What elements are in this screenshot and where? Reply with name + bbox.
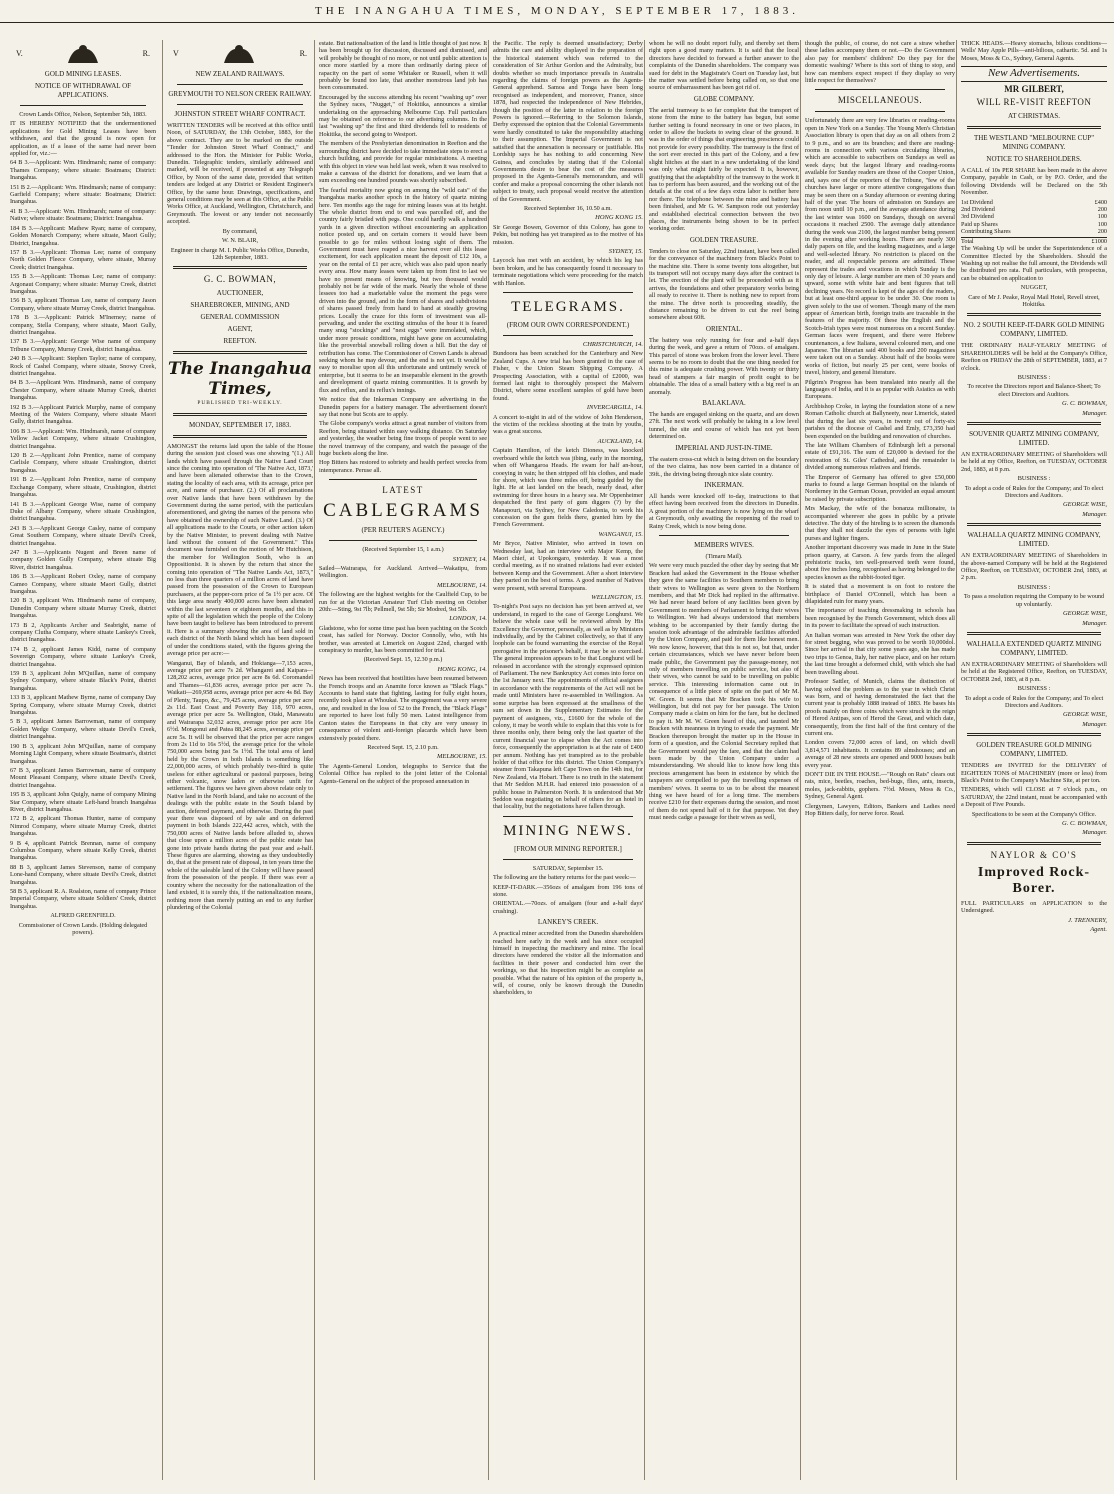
editorial-dateline: MONDAY, SEPTEMBER 17, 1883. — [189, 420, 291, 429]
dividend-amount: 100 — [1097, 220, 1107, 228]
divider — [967, 523, 1101, 526]
article-continued: though the public, of course, do not care a straw whether these ladies accompany them or not.—Do the Government also pay for members' children? Do they pay for the domestic washing? Where is this sort of thing to stop, and how can members expect respect if they display so very little respect for themselves? — [805, 40, 955, 85]
mine-heading: IMPERIAL AND JUST-IN-TIME. — [675, 443, 773, 452]
advert-paragraph: THICK HEADS.—Heavy stomachs, bilious conditions—Wells' May Apple Pills—anti-bilious, cathartic. 5d. and 1s Moses, Moss & Co., Sydney, General Agents. — [961, 40, 1107, 62]
company-heading: WALHALLA EXTENDED QUARTZ MINING COMPANY, LIMITED. — [966, 639, 1102, 657]
lease-entry: 186 B 3.—Applicant Robert Oxley, name of company Cameo Company, where situate Maori Gully, district Inangahua. — [10, 573, 156, 595]
lease-entry: 243 B 3.—Applicant George Casley, name of company Great Southern Company, where situate Devil's Creek, district Inangahua. — [10, 524, 156, 547]
cable-text: Sir George Bowen, Governor of this Colony, has gone to Pekin, but nothing has yet transpired as to the motive of his mission. — [493, 223, 643, 246]
advert-signature: GEORGE WISE, — [1062, 501, 1107, 509]
newspaper-title: The Inangahua Times, — [167, 359, 313, 400]
office-line: Crown Lands Office, Nelson, September 5th, 1883. — [19, 111, 147, 118]
advert-paragraph: THE ORDINARY HALF-YEARLY MEETING of SHAREHOLDERS will be held at the Company's Office, Reefton on FRIDAY the 28th of SEPTEMBER, 1883, at 7 o'clock. — [961, 342, 1107, 372]
divider — [967, 126, 1101, 129]
miscellaneous-heading: MISCELLANEOUS. — [837, 95, 923, 106]
misc-paragraph: Pilgrim's Progress has been translated into nearly all the languages of India, and it is as popular with Asiatics as with Europeans. — [805, 378, 955, 401]
latest-heading: LATEST — [382, 485, 424, 496]
company-heading: NO. 2 SOUTH KEEP-IT-DARK GOLD MINING COMPANY, LIMITED. — [963, 321, 1105, 339]
dateline: MELBOURNE, 15. — [436, 753, 487, 761]
article-heading: MEMBERS WIVES. — [694, 540, 754, 549]
advert-signature: J. TRENNERY, — [1068, 916, 1107, 924]
mine-heading: GOLDEN TREASURE. — [689, 235, 759, 244]
divider — [503, 335, 633, 336]
signature-title: Commissioner of Crown Lands. (Holding delegated powers). — [18, 921, 148, 937]
newspaper-subtitle: PUBLISHED TRI-WEEKLY. — [197, 400, 283, 407]
mining-text: A practical miner accredited from the Dunedin shareholders reached here early in the week and has since occupied himself in inspecting the machinery and mine. The local directors have rendered the visitor all the information and facilities in their power and conducted him over the workings, so that his inspection might be as complete as possible. What the nature of his opinion of the property is, will, of course, only be known through the Dunedin shareholders, to — [493, 930, 643, 997]
received-line: Received September 16, 10.50 a.m. — [524, 204, 612, 212]
lease-entry: 184 B 3.—Applicant: Mathew Ryan; name of company, Golden Monarch Company; where situate, Maori Gully; District, Inangahua. — [10, 224, 156, 247]
cablegrams-heading: CABLEGRAMS — [323, 500, 483, 522]
advert-role: Manager. — [1082, 829, 1107, 837]
divider — [329, 479, 477, 480]
advert-signature: GEORGE WISE, — [1062, 711, 1107, 719]
lease-entry: 41 B 3.—Applicant: Wm. Hindmarsh; name of company: Native; where situate: Boatmans; District: Inangahua. — [10, 207, 156, 223]
cable-continued: the Pacific. The reply is deemed unsatisfactory; Derby admits the care and ability displayed in the preparation of the historical statement which was referred to the consideration of Sir Arthur Gordon and the Admiralty, but doubts whether so much importance prevails in Australia regarding the claims of foreign powers as the Agents-General apprehend. Samoa and Tonga have been long recognised as independent, and moreover, France, since 1878, had respected the independence of New Hebrides, though the position of the latter in relation to the foreign Powers is ignored.—Referring to the Solomon Islands, Derby expressed the opinion that the Colonial Governments were hardly constituted to take the responsibility attaching to their assumption. The Imperial Government is not satisfied that the annexation is necessary or justifiable. His Lordship says he has nothing to add concerning New Guinea, and concludes by stating that if the Colonial Governments desire to bear the cost of the measures proposed in the Agents-General's memorandum, and will confer and make a proposal concerning the other islands not subject to treaty, such proposal would receive the attention of the Government. — [493, 40, 643, 203]
by-command: By command, — [222, 227, 258, 235]
crest-left-letter: V — [173, 49, 179, 59]
dividend-total-row — [961, 237, 1107, 245]
dividend-row — [961, 228, 1107, 235]
divider — [173, 351, 307, 354]
telegrams-heading: TELEGRAMS. — [511, 299, 625, 315]
company-heading: THE WESTLAND "MELBOURNE CUP" MINING COMPANY. — [973, 134, 1095, 152]
royal-arms-icon — [219, 43, 259, 65]
lease-entry: 9 B 4, applicant Patrick Brennan, name of company Columbus Company, where situate Kelly Creek, district Inangahua. — [10, 839, 156, 862]
lease-entry: 64 B 3.—Applicant: Wm. Hindmarsh; name of company: Thames Company; where situate: Boatmans; District: Inangahua. — [10, 159, 156, 182]
business-label: BUSINESS : — [1017, 685, 1051, 693]
agent-name: G. C. BOWMAN, — [203, 274, 277, 285]
page-masthead: THE INANGAHUA TIMES, MONDAY, SEPTEMBER 17, 1883. — [0, 0, 1114, 23]
telegram-text: A concert to-night in aid of the widow of John Henderson, the victim of the reckless shooting at the train by youths, was a great success. — [493, 413, 643, 436]
editorial-continued: estate. But nationalisation of the land is little thought of just now. It has been brought up for discussion, discussed and dismissed, and will probably be thought of no more, or not until public attention is once more startled by a more than ordinarily daring piece of rapacity on the part of some Whitaker or Russell, when it will probably be found too late, that another monstrous land job has been consummated. — [319, 40, 487, 92]
column-4 — [488, 40, 647, 1480]
lease-entry: 155 B 3.—Applicant: Thomas Lee; name of company: Argonaut Company; where situate: Murray Creek, district Inangahua. — [10, 273, 156, 295]
misc-paragraph: London covers 72,000 acres of land, on which dwell 3,814,571 inhabitants. It contains 89 almshouses; and an average of 28 new streets are opened and 9000 houses built every year. — [805, 739, 955, 769]
advert-paragraph: TENDERS are INVITED for the DELIVERY of EIGHTEEN TONS of MACHINERY (more or less) from Black's Point to the Company's Machine Site, at per ton. — [961, 762, 1107, 784]
business-label: BUSINESS : — [1017, 475, 1051, 483]
signature-name: ALFRED GREENFIELD. — [50, 912, 116, 920]
divider — [967, 313, 1101, 316]
lease-entry: 191 B 2.—Applicant John Prentice, name of company Exchange Company, where situate, Crushington, district Inangahua. — [10, 476, 156, 499]
advert-signature: NUGGET, — [1020, 284, 1048, 292]
business-text: To pass a resolution requiring the Company to be wound up voluntarily. — [963, 593, 1105, 608]
leases-title: GOLD MINING LEASES. — [44, 70, 122, 78]
news-paragraph: Hop Bitters has restored to sobriety and health perfect wrecks from intemperance. Peruse all. — [319, 459, 487, 474]
agent-line: AGENT, — [227, 325, 253, 334]
mining-text: The hands are engaged sinking on the quartz, and are down 27ft. The next work will probably be taking in a low level tunnel, the site and course of which has not yet been determined on. — [649, 411, 799, 441]
mine-heading: LANKEY'S CREEK. — [537, 918, 599, 927]
news-paragraph: The Globe company's works attract a great number of visitors from Reefton, being situated within easy walking distance. On Saturday and yesterday, the weather being fine troops of people went to see the novel tramway of the company, and watch the passage of the huge buckets along the line. — [319, 420, 487, 457]
column-7 — [956, 40, 1111, 1480]
article-body: We were very much puzzled the other day by seeing that Mr Bracken had asked the Government in the House whether they gave the same facilities to Southern members to bring their wives to Wellington as were given to the Northern members, and that Mr Dick had replied in the affirmative. We had never heard before of any facilities been given by Government to members of Parliament to bring their wives to Wellington. We had always understood that members wishing to be accompanied by their family during the session took advantage of the admirable facilities afforded by the Union Company, and paid for them like honest men. We now know, however, that this is not so, but that, under certain circumstances, which we have never before been made public, the Government pay the passage-money, not only of members travelling on public service, but also of their wives, who cannot be said to be travelling on public service. This interesting information came out in consequence of a little piece of spite on the part of Mr M. W. Green. It seems that Mr Bracken took his wife to Wellington, but did not pay for her passage. The Union Company made a claim on him for the fare, but he declined to pay it. Mr M. W. Green heard of this, and taunted Mr Bracken with meanness in trying to evade the payment. Mr Bracken thereupon brought the matter up in the House in form of a question, and the Colonial Secretary replied that the Government would pay the fare, and that the claim had been made by the Union Company under a misunderstanding. We should like to know how long this precious arrangement has been in existence by which the taxpayers are compelled to pay the travelling expenses of members' wives. It seems to us to be about the meanest thing we have heard of for a long time. The members receive £210 for their expenses during the session, and most of them do not spend half of it for that purpose. Yet they must needs cadge a passage for their wives as well, — [649, 562, 799, 822]
divider — [20, 105, 146, 106]
divider — [967, 422, 1101, 425]
advert-signature: GEORGE WISE, — [1062, 610, 1107, 618]
dividend-amount: 100 — [1097, 213, 1107, 221]
divider — [815, 111, 945, 112]
crest — [173, 42, 307, 66]
mine-heading: INKERMAN. — [704, 480, 744, 489]
advert-role: Manager. — [1082, 409, 1107, 417]
lease-entry: 195 B 3, applicant John Quigly, name of company Mining Star Company, where situate Left-hand branch Inangahua River, district Inangahua. — [10, 791, 156, 813]
received-line: (Received Sept. 15, 12.30 p.m.) — [363, 656, 443, 664]
dividend-label: 3rd Dividend — [961, 213, 994, 221]
dateline: HONG KONG 15. — [595, 214, 643, 222]
cable-text: The Agents-General London, telegraphs to Service that the Colonial Office has replied to the joint letter of the Colonial Agents-General on the subject of the proposed annexation in — [319, 762, 487, 785]
agent-line: SHAREBROKER, MINING, AND — [190, 301, 290, 310]
dividend-label: Paid up Shares — [961, 220, 998, 228]
lease-entry: 190 B 3, applicant John M'Quillan, name of company Morning Light Company, where situate Boatman's, district Inangahua. — [10, 742, 156, 765]
lease-entry: 178 B 3.—Applicant: Patrick M'Inerney; name of company, Stella Company, where situate, Maori Gully, district Inangahua. — [10, 314, 156, 336]
dividend-total-label: Total — [961, 237, 974, 245]
railways-title: NEW ZEALAND RAILWAYS. — [195, 70, 285, 78]
divider — [503, 816, 633, 817]
advert-role: Manager. — [1082, 510, 1107, 518]
misc-paragraph: Clergymen, Lawyers, Editors, Bankers and Ladies need Hop Bitters daily, for nerve force. Read. — [805, 802, 955, 817]
telegrams-subheading: (FROM OUR OWN CORRESPONDENT.) — [506, 321, 630, 329]
news-paragraph: The members of the Presbyterian denomination in Reefton and the surrounding district have decided to take immediate steps to erect a church building, and provide for regular ministrations. A meeting with this object in view was held last week, when it was resolved to make a canvass of the district for donations, and we learn that a sum exceeding one hundred pounds was shortly subscribed. — [319, 140, 487, 185]
telegram-text: Mr Bryce, Native Minister, who arrived in town on Wednesday last, had an interview with Major Kemp, the Maori chief, at Upokongaro, yesterday. It was a most cordial meeting, as if no strained relations had ever existed between Kemp and the Government. After a short interview they parted on the best of terms. A good number of Natives were present, with several Europeans. — [493, 540, 643, 592]
mining-news-subheading: [FROM OUR MINING REPORTER.] — [514, 844, 622, 853]
agent-line: REEFTON. — [223, 337, 257, 346]
mining-continued: whom he will no doubt report fully, and thereby set them right upon a good many matters. It is said that the local directors have decided to forward a further answer to the complaints of the Dunedin shareholders. The company was sued for debt in the Magistrate's Court on Tuesday last, but the matter was settled before being called on, so that one source of embarrassment has been got rid of. — [649, 40, 799, 92]
mine-heading: ORIENTAL. — [705, 324, 743, 333]
dividend-row — [961, 206, 1107, 213]
editorial-districts: Wanganui, Bay of Islands, and Hokianga—7,153 acres, average price per acre 7s 2d. Whangarei and Kaipara—128,202 acres, average price per acre 8s 6d. Coromandel and Thames—61,836 acres, average price per acre 7s. Waikati—269,958 acres, average price per acre 4s 8d. Bay of Plenty, Taupo, &c., 79,425 acres, average price per acre 2s 11d. East Coast and Poverty Bay 118, 970 acres, average price per acre 5s. Wellington, Otaki, Manawatu and Wairarapa 32,032 acres, average price per acre 16s 6½d. Mongonui and Patea 88,245 acres, average price per acre 5s. It will be observed that the price per acre ranges from 2s 11d to 16s 5½d, the average price for the whole 750,000 acres being just 5s 1½d. The total area of land held by the Crown in both Islands is something like 22,000,000 acres, of which probably two-third is quite useless for either agricultural or pastoral purposes, being either volcanic, snow laden or otherwise unfit for settlement. The figures we have given above relate only to Native land in the North Island, and take no account of the dealings with the public estate in the South Island by auction, deferred payment, and otherwise. During the past year there was disposed of by sale and on deferred payment in both Islands 222,442 acres, which, with the 750,000 acres of Native lands before alluded to, shows that close upon a million acres of the public estate has gone into private hands during the past year and a-half. These figures are alarming, showing as they undoubtedly do, that at the present rate of disposal, in ten years time the whole of the saleable land of the Colony will have passed from the possession of the people. If there was ever a country where the necessity for the nationalization of the land existed, it is surely this, if the nationalization means, nothing more than merely putting an end to any further plundering of the Colonial — [167, 659, 313, 911]
advert-role: Manager. — [1082, 619, 1107, 627]
mining-text: Tenders to close on Saturday, 22nd instant, have been called for the conveyance of the machinery from Black's Point to the machine site. There is some twenty tons altogether, but its transport will not occupy many days after the contract is let. The erection of the plant will be proceeded with as it arrives, the foundations and other preparatory works being all ready to receive it. There is nothing new to report from the mine. The drive north is proceeding steadily, the distance remaining to be driven to cut the reef being somewhere about 60ft. — [649, 247, 799, 322]
advert-text: WILL RE-VISIT REEFTON — [976, 97, 1092, 108]
dateline: SATURDAY, September 15. — [532, 864, 604, 872]
cable-text: Sailed—Wairarapa, for Auckland. Arrived—Wakatipu, from Wellington. — [319, 564, 487, 580]
contract-title: JOHNSTON STREET WHARF CONTRACT. — [174, 110, 306, 118]
advert-role: Agent. — [1090, 926, 1107, 934]
dateline: MELBOURNE, 14. — [436, 581, 487, 589]
news-paragraph: The fearful mortality now going on among the "wild cats" of the Inangahua marks another epoch in the history of quartz mining here. Ten months ago the rage for mining leases was at its height. The whole district from end to end was parcelled off, and the country fairly bristled with pegs. One could hardly walk a hundred yards in a given direction without encountering an application notice posted up, and on certain corners it would have been possible to go for miles without losing sight of them. The Government must have reaped a nice harvest over all this lease excitement, for each application meant the deposit of £12 10s, a year on the rental of £1 per acre, which was also paid upon nearly every area. How many leases were taken up from first to last we have no present means of knowing, but two thousand would probably not be far wide of the mark. Nearly the whole of these lessees too had a marketable value the moment the pegs were driven into the ground, and in the form of shares and subdivisions of shares passed freely from hand to hand at steadily growing prices. Locally the craze for this form of investment was all-pervading, and under the exciting stimulus of the hour it is feared many snug "stockings" and "nest eggs" were immolated, which, under more prosaic conditions, might have gone on accumulating like the proverbial snowball rolling down a hill. But the day of retribution has come. The Commissioner of Crown Lands is abroad seeking whom he may devour, and the end is not yet. It would be easy to moralise upon all this unfortunate and untimely wreck of enterprise, but it seems to be an inseparable element in the growth and development of quartz mining communities. It is growth by flux and reflux, and its reflux's innings. — [319, 186, 487, 394]
cable-text: Gladstone, who for some time past has been yachting on the Scotch coast, has sailed for Norway. Doctor Connolly, who, with his brother, was arrested at Limerick on August 22nd, charged with conspiracy to murder, has been committed for trial. — [319, 624, 487, 655]
leases-intro: IT IS HEREBY NOTIFIED that the undermentioned applications for Gold Mining Leases have been withdrawn, and that the ground is now open for application, as if a lease of the same had never been applied for, viz.:— — [10, 120, 156, 158]
column-3 — [314, 40, 491, 1480]
editorial-body: AMONGST the returns laid upon the table of the House during the session just closed was one showing "(1.) All lands which have passed through the Native Land Court since the coming into operation of 'The Native Act, 1873,' and have been alienated otherwise than to the Crown, stating the locality of each area, with its acreage, price per acre, and name of purchaser. (2.) Of all proclamations over Native lands that have been withdrawn by the Government during the same period, with the particulars aforementioned, and giving the names of the persons who have obtained the ownership of such Native Land. (3.) Of all applications made to the Courts, or other action taken by the Native Minister, to prevent dealing with Native land without the consent of the Government." This document was furnished on the motion of Mr Hutchison, the member for Wellington South, who is an Oppositionist. It is shown by the return that since the coming into operation of "The Native Lands Act, 1873," no less than three quarters of a million acres of land have passed from the possession of the Crown to European purchasers, at the pepper-corn price of 5s 1½ per acre. Of this large area nearly 400,000 acres have been alienated within the last seventeen or eighteen months, and this in spite of all the legislation which the people of the Colony have been taught to believe has been introduced to prevent it. Here is a summary showing the area of land sold in each district of the North Island which has been disposed of under the conditions stated, with the figures giving the average price per acre:— — [167, 442, 313, 658]
lease-entry: 173 B 2, Applicants Archer and Seabright, name of company Clutha Company, where situate Lankey's Creek, district Inangahua. — [10, 621, 156, 644]
advert-paragraph: FULL PARTICULARS on APPLICATION to the Undersigned. — [961, 899, 1107, 915]
lease-entry: 120 B 2.—Applicant John Prentice, name of company Carlisle Company, where situate Crushington, district Inangahua. — [10, 452, 156, 474]
advert-paragraph: AN EXTRAORDINARY MEETING of Shareholders in the above-named Company will be held at the Registered Office, Reefton, on TUESDAY, OCTOBER 2nd, 1883, at 2 p.m. — [961, 552, 1107, 582]
lease-entry: 151 B 2.—Applicant: Wm. Hindmarsh; name of company: Garfield Company; where situate: Boatmans; District: Inangahua. — [10, 183, 156, 206]
divider — [967, 842, 1101, 845]
column-2 — [162, 40, 317, 1480]
agency-line: (PER REUTER'S AGENCY.) — [361, 526, 445, 535]
mining-news-heading: MINING NEWS. — [503, 822, 633, 839]
misc-paragraph: The late William Chambers of Edinburgh left a personal estate of £91,316. The sum of £20,000 is devised for the restoration of St. Giles' Cathedral, and the remainder is divided among numerous relatives and friends. — [805, 441, 955, 472]
received-line: Received Sept. 15, 2.10 p.m. — [367, 743, 439, 751]
divider — [967, 632, 1101, 635]
cable-text: News has been received that hostilities have been resumed between the French troops and an Anamite force known as "Black Flags." Accounts to hand state that fighting, lasting for fully eight hours, recently took place at Whoukai. The engagement was a very severe one, and resulted in the loss of 52 to the French, the "Black Flags" are reported to have lost fully 50 men. Latest intelligence from Canton states the Europeans in that city are very uneasy in consequence of violent anti-foreign placards which have been extensively posted there. — [319, 675, 487, 742]
lease-entry: 240 B 3.—Applicant: Stephen Taylor; name of company, Rock of Cashel Company, where situate, Snowy Creek, district Inangahua. — [10, 355, 156, 377]
misc-paragraph: Another important discovery was made in June in the State prison quarry, at Carson. A few yards from the alleged prehistoric tracks, ten well-preserved teeth were found, about five inches long, recognised as having belonged to the species known as the rabbit-footed tiger. — [805, 544, 955, 581]
dateline: INVERCARGILL, 14. — [586, 404, 643, 412]
divider — [177, 104, 303, 105]
company-heading: WALHALLA QUARTZ MINING COMPANY, LIMITED. — [967, 531, 1101, 549]
news-paragraph: We notice that the Inkerman Company are advertising in the Dunedin papers for a battery manager. The advertisement doesn't say that none but Scots are to apply. — [319, 396, 487, 418]
misc-paragraph: Archbishop Croke, in laying the foundation stone of a new Roman Catholic church at Ballyneety, near Limerick, stated that during the last six years, in twenty out of forty-six parishes of the diocese of Cashel and Emly, £73,350 had been expended on the building and renovation of churches. — [805, 402, 955, 440]
misc-paragraph: It is stated that a movement is on foot to restore the birthplace of Daniel O'Connell, which has been a dilapidated ruin for many years. — [805, 583, 955, 606]
divider — [659, 535, 789, 536]
divider — [503, 292, 633, 293]
column-1 — [10, 40, 160, 1480]
dividend-row — [961, 199, 1107, 206]
lease-entry: 84 B 3.—Applicant Wm. Hindmarsh, name of company Chester Company, where situate Murray Creek, district Inangahua. — [10, 379, 156, 402]
agent-line: GENERAL COMMISSION — [200, 313, 280, 322]
company-heading: GOLDEN TREASURE GOLD MINING COMPANY, LIMITED. — [976, 741, 1092, 759]
advert-paragraph: AN EXTRAORDINARY MEETING of Shareholders will be held at my Office, Reefton, on TUESDAY, OCTOBER 2nd, 1883, at 8 p.m. — [961, 451, 1107, 473]
business-label: BUSINESS : — [1017, 583, 1051, 591]
royal-arms-icon — [63, 43, 103, 65]
lease-entry: 106 B 3.—Applicant: Wm. Hindmarsh, name of company Yellow Jacket Company, where situate Crushington, district Inangahua. — [10, 427, 156, 450]
misc-paragraph: An Italian woman was arrested in New York the other day for street begging, who was proved to be worth 10,000dol. Since her arrival in that city some years ago, she has made two trips to Genoa, Italy, her native place, and on her return the last time brought a deformed child, with which she had been travelling about. — [805, 631, 955, 676]
lease-entry: 88 B 3, applicant James Stevenson, name of company Lone-hand Company, where situate Devil's Creek, district Inangahua. — [10, 863, 156, 886]
business-text: To adopt a code of Rules for the Company; and To elect Directors and Auditors. — [964, 694, 1104, 709]
mine-heading: GLOBE COMPANY. — [693, 94, 755, 103]
misc-paragraph: DON'T DIE IN THE HOUSE.—"Rough on Rats" clears out rats, mice, beetles, roaches, bed-bugs, flies, ants, insects, moles, jack-rabbits, gophers. 7½d. Moses, Moss & Co., Sydney, General Agent. — [805, 770, 955, 801]
mining-return: KEEP-IT-DARK.—356ozs of amalgam from 196 tons of stone. — [493, 883, 643, 898]
divider — [173, 435, 307, 438]
dividend-label: 2nd Dividend — [961, 206, 995, 214]
engineer-name: W. N. BLAIR, — [221, 237, 259, 245]
business-label: BUSINESS : — [1017, 373, 1051, 381]
agent-lines — [167, 289, 313, 346]
tender-body: WRITTEN TENDERS will be received at this office until Noon, of SATURDAY, the 13th October, 1883, for the above contract. They are to be marked on the outside "Tender for Johnston Street Wharf Contract," and addressed to the Hon. the Minister for Public Works, Dunedin. Telegraphic tenders, similarly addressed and marked, will be received, if presented at any Telegraph Office, by Noon of the same date, provided that written tenders are lodged at any District or Resident Engineer's Office, by the same hour. Drawings, specifications, and general conditions may be seen at this Office, at the Public Works Office, at Auckland, Wellington, Christchurch, and Greymouth. The lowest or any tender not necessarily accepted. — [167, 122, 313, 226]
advert-role: Manager. — [1082, 720, 1107, 728]
advert-signature: G. C. BOWMAN, — [1062, 820, 1107, 827]
dateline: SYDNEY, 14. — [452, 555, 487, 563]
lease-entry: 133 B 3, applicant Mathew Byrne, name of company Day Spring Company, where situate Murray Creek, district Inangahua. — [10, 694, 156, 717]
misc-paragraph: The importance of teaching dressmaking in schools has been recognised by the French Government, which does all in its power to facilitate the spread of such instruction. — [805, 607, 955, 630]
telegram-text: Bundoora has been scratched for the Canterbury and New Zealand Cups. A new trial has been granted in the case of Fisher, v the Union Steam Shipping Company. A Prospecting Association, with a capital of £2000, was formed last night to thoroughly prospect the Malvern District, where some excellent samples of gold have been found. — [493, 350, 643, 402]
lease-entry: 67 B 3, applicant James Barrowman, name of company Mount Pleasant Company, where situate Devil's Creek, district Inangahua. — [10, 766, 156, 789]
dividend-table — [961, 199, 1107, 236]
lease-entry: 58 B 3, applicant R. A. Roalston, name of company Prince Imperial Company, where situate Soldiers' Creek, district Inangahua. — [10, 888, 156, 910]
telegram-text: Captain Hamilton, of the ketch Dioness, was knocked overboard while the ketch was jibing, early in the morning, when off Whangaroa Heads. He swam for half an-hour, cooeying in vain; he then stripped off his clothes, and made for shore, which was three miles off, being guided by the light. He at last landed on the beach, nearly dead, after swimming for three hours in a heavy sea. Mr Oppenheimer despatched the first party of gum diggers (?) by the Manapouri, via Sydney, for New Caledonia, to work his concession on the gum fields there, granted him by the French Government. — [493, 447, 643, 529]
dividend-row — [961, 221, 1107, 228]
dividend-amount: £400 — [1094, 198, 1107, 206]
column-6 — [800, 40, 959, 1480]
advert-paragraph: AN EXTRAORDINARY MEETING of Shareholders will be held at the Registered Office, Reefton, on TUESDAY, OCTOBER 2nd, 1883, at 8 p.m. — [961, 660, 1107, 683]
divider — [967, 733, 1101, 736]
lease-entry: 247 B 3.—Applicants Nugent and Breen name of company Golden Gully Company, where situate Big River, district Inangahua. — [10, 548, 156, 571]
mining-text: The aerial tramway is so far complete that the transport of stone from the mine to the battery has begun, but some further setting is found necessary in one or two places, in order to allow the buckets to swing clear of the ground. It was in the order of things that engineering prescience could not provide for every possibility. The tramway is the first of the sort ever erected in this part of the Colony, and a few slight hitches at the start in a new undertaking of the kind was only what might fairly be expected. It is, however, gratifying that the adaptability of the tramway to the work it has to perform has been assured, and the working out of the details at the cost of a few days extra labor is neither here nor there. The telephone between the mine and battery has been finished, and Mr G. W. Sampson rode out yesterday and established electrical connection between the two places, the instruments being shown to be in perfect working order. — [649, 106, 799, 233]
misc-paragraph: Professor Sattler, of Munich, claims the distinction of having solved the problem as to the year in which Christ was born, and of having demonstrated the fact that the current year is probably 1888 instead of 1883. He bases his proofs mainly on three coins which were struck in the reign of Herod Antipas, son of Herod the Great, and which date, consequently, from the first half of the first century of the current era. — [805, 678, 955, 737]
crest-right-letter: R. — [142, 49, 150, 59]
lease-entry: 156 B 3, applicant Thomas Lee, name of company Jason Company, where situate Murray Creek, district Inangahua. — [10, 297, 156, 312]
lease-entry: 137 B 3.—Applicant: George Wise name of company Tribune Company, Murray Creek, district Inangahua. — [10, 338, 156, 353]
mine-heading: BALAKLAVA. — [702, 399, 746, 408]
mining-return: ORIENTAL.—70ozs. of amalgam (four and a-half days' crushing). — [493, 900, 643, 915]
column-5 — [644, 40, 803, 1480]
cable-text: The following are the highest weights for the Caulfield Cup, to be run for at the Victorian Amateur Turf Club meeting on October 20th:—Sting, 9st 7lb; Pellmell, 9st 5lb; Sir Modred, 9st 5lb. — [319, 591, 487, 613]
mining-text: All hands were knocked off to-day, instructions to that effect having been received from the directors in Dunedin. A great portion of the machinery is now lying on the wharf at Greymouth, only awaiting the reopening of the road to Rainy Creek, which is now being done. — [649, 492, 799, 530]
dateline: HONG KONG, 14. — [437, 665, 487, 673]
dividend-row — [961, 213, 1107, 220]
dividend-label: Contributing Shares — [961, 228, 1011, 236]
advert-address: Care of Mr J. Peake, Royal Mail Hotel, Revell street, Hokitika. — [968, 293, 1100, 308]
dividend-amount: 200 — [1097, 206, 1107, 214]
misc-paragraph: Unfortunately there are very few libraries or reading-rooms open in New York on a Sunday. The Young Men's Christian Association library is open that day as on all others from 2 to 9 p.m., and so are its branches; and there are reading-rooms in connection with various circulating libraries, which are accessible to subscribers on Sundays as well as week days; but the largest library and reading-rooms available for Sunday readers are those of the Cooper Union, and, says one of the reporters of the Tribune, "few of the churches have larger or more attentive congregations than may be seen there on a Sunday afternoon or evening during half of the year. The hours of admission on Sundays are from noon until 10 p.m., and the average attendance during the last winter was 1600 on Sundays, though on several occasions it reached 2500. The average daily attendance during the week was 2100, the largest number being present in the evening after working hours. There are nearly 300 daily papers on file, and the leading magazines, and a large and well-selected library. No restriction is placed on the reader, and all respectable persons are admitted. These represent the trades and vocations in which Sunday is the only day of leisure. A large number are men of 30 years and upward, some with white hair and bent figures that tell declining years. No record is kept of the ages of the readers, but at least one-third appear to be under 30. One room is given solely to the use of women. Though many of the men appear of American birth, foreign traits are traceable in the features of the majority. Of these the English and the Scotch-Irish types were most numerous on a recent Sunday. German faces were frequent, and there were Hebrew countenances, a few Italians, several coloured men, and one Japanese. The librarian said 400 books and 200 magazines were taken out on a Sunday. About half of the books were works of fiction, but nearly 25 per cent, were books of travel, history, and general literature. — [805, 117, 955, 377]
lease-entry: 141 B 3.—Applicant George Wise, name of company Duke of Albany Company, where situate Crushington, district Inangahua. — [10, 500, 156, 523]
telegram-text: To-night's Post says no decision has yet been arrived at, we understand, in regard to the case of George Longhurst. We believe the whole case will be reviewed afresh by His Excellency the Governor, personally, as well as by Ministers individually, and by the Cabinet collectively, so that if any loophole can be found warranting the exercise of the Royal prerogative in the prisoner's behalf, it may be so exercised. The general impression appears to be that Longhurst will be released in accordance with the strongly expressed opinion of Parliament. The new Bankruptcy Act comes into force on the 1st January next. The appointments of official assignees in accordance with the requirements of the Act will not be made until Ministers have re-assembled in Wellington. As some surprise has been expressed at the smallness of the sum set down in the Supplementary Estimates for the payment of assignees, viz., £1600 for the whole of the colony, it may be worth while to explain that this vote is for three months only, there being only the last quarter of the current financial year to elapse when the Act comes into force, consequently the appropriation is at the rate of £400 per annum. Nothing has yet transpired as to the probable holder of that office for this district. The Union Company's steamer from Takapuna left Cape Town on the 14th inst, for New Zealand, via Hobart. There is no truth in the statement that Mr Seddon M.H.R. had entered into possession of a public house in Palmerston North. It is understood that Mr Seddon was negotiating on behalf of others for an hotel in that locality, but the negotiations have fallen through. — [493, 603, 643, 811]
advert-paragraph: A CALL of 10s PER SHARE has been made in the above Company, payable in Cash, or by P.O. Order, and the following Dividends will be Declared on the 5th November. — [961, 167, 1107, 197]
misc-paragraph: The Emperor of Germany has offered to give £50,000 marks to found a large German hospital on the islands of Norderney in the German Ocean, provided an equal amount be raised by private subscription. — [805, 473, 955, 503]
withdrawal-notice-title: NOTICE OF WITHDRAWAL OF APPLICATIONS. — [34, 82, 132, 99]
cable-text: Laycock has met with an accident, by which his leg has been broken, and he has consequently found it necessary to terminate negotiations which were proceeding for the match with Hanlon. — [493, 257, 643, 287]
dateline: WELLINGTON, 15. — [591, 594, 643, 601]
business-text: To adopt a code of Rules for the Company; and To elect Directors and Auditors. — [964, 484, 1104, 500]
divider — [503, 859, 633, 860]
crest-left-letter: V. — [16, 49, 23, 59]
new-advertisements-heading: New Advertisements. — [961, 66, 1107, 81]
railway-subtitle: GREYMOUTH TO NELSON CREEK RAILWAY. — [168, 90, 312, 98]
crest — [16, 42, 150, 66]
news-paragraph: Encouraged by the success attending his recent "washing up" over the Sydney races, "Nugget," of Hokitika, announces a similar undertaking on the approaching Melbourne Cup. Full particulars may be obtained on reference to our advertising columns. In the last "washing up" the first and third dividends fell to residents of Hokitika, the second going to Westport. — [319, 93, 487, 138]
advert-heading: MR GILBERT, — [1004, 83, 1064, 94]
advert-signature: G. C. BOWMAN, — [1062, 400, 1107, 408]
advert-paragraph: Specifications to be seen at the Company's Office. — [971, 810, 1097, 818]
divider — [329, 540, 477, 541]
mining-text: The eastern cross-cut which is being driven on the boundary of the two claims, has now been carried in a distance of 39ft., the driving being through nice slate country. — [649, 455, 799, 478]
agent-line: AUCTIONEER, — [216, 289, 264, 298]
advert-text: AT CHRISTMAS. — [1008, 112, 1060, 121]
lease-entry: 192 B 3.—Applicant Patrick Murphy, name of company Meeting of the Waters Company, where situate Maori Gully, district Inangahua. — [10, 403, 156, 426]
lease-entry: 5 B 3, applicant James Barrowman, name of company Golden Wedge Company, where situate Devil's Creek, district Inangahua. — [10, 718, 156, 741]
rock-borer-heading: Improved Rock-Borer. — [977, 864, 1091, 896]
advert-paragraph: TENDERS, which will CLOSE at 7 o'clock p.m., on SATURDAY, the 22nd instant, must be accompanied with a Deposit of Five Pounds. — [961, 786, 1107, 809]
lease-entry: 157 B 3.—Applicant: Thomas Lee; name of company North Golden Fleece Company, where situate, Murray Creek; district Inangahua. — [10, 248, 156, 271]
received-line: (Received September 15, 1 a.m.) — [362, 546, 444, 554]
dividend-amount: 200 — [1097, 228, 1107, 236]
mining-text: The battery was only running for four and a-half days during the week, and gave a return of 70ozs. of amalgam. This parcel of stone was broken from the lower level. There seems to be no room to doubt that the one thing needed for this mine is adequate crushing power. With twenty or thirty head of stampers a fair margin of profit ought to be obtainable. The idea of a small battery with a big reef is an anomaly. — [649, 336, 799, 396]
dateline: LONDON, 14. — [449, 615, 487, 623]
lease-entry: 174 B 2, applicant James Kidd, name of company Sovereign Company, where situate Lankey's Creek, district Inangahua. — [10, 645, 156, 668]
article-source: (Timaru Mail). — [705, 552, 743, 560]
divider — [177, 84, 303, 85]
lease-entry: 159 B 3, applicant John M'Quillan, name of company Sydney Company, where situate Black's Point, district Inangahua. — [10, 670, 156, 692]
company-heading: SOUVENIR QUARTZ MINING COMPANY, LIMITED. — [969, 430, 1099, 447]
dateline: AUCKLAND, 14. — [597, 437, 643, 445]
engineer-title: Engineer in charge M. I. Public Works Office, Dunedin, 12th September, 1883. — [170, 246, 310, 261]
business-text: To receive the Directors report and Balance-Sheet; To elect Directors and Auditors. — [967, 383, 1101, 398]
dateline: CHRISTCHURCH, 14. — [582, 341, 643, 348]
dateline: WANGANUI, 15. — [598, 530, 643, 538]
naylor-heading: NAYLOR & CO'S — [990, 849, 1078, 860]
misc-paragraph: Mrs Mackay, the wife of the bonanza millionaire, is accompanied wherever she goes in public by a private detective. The duty of the hireling is to screen the diamonds that they shall not dazzle the eyes of persons with light purses and lighter fingers. — [805, 505, 955, 542]
crest-right-letter: R. — [299, 49, 307, 59]
advert-paragraph: The Washing Up will be under the Superintendence of a Committee Elected by the Shareholders. Should the Washing up not realise the full amount, the Dividends will be distributed pro rata. Full particulars, with prospectus, can be obtained on application to — [961, 245, 1107, 282]
lease-entries — [10, 159, 156, 910]
dividend-label: 1st Dividend — [961, 198, 993, 206]
dividend-total-value: £1000 — [1091, 237, 1107, 245]
lease-entry: 120 B 3, applicant Wm. Hindmarsh name of company, Dunedin Company where situate Murray Creek, district Inangahua. — [10, 597, 156, 620]
dateline: SYDNEY, 15. — [608, 247, 643, 255]
notice-heading: NOTICE TO SHAREHOLDERS. — [986, 155, 1082, 164]
divider — [173, 266, 307, 269]
mining-text: The following are the battery returns for the past week:— — [493, 874, 636, 882]
divider — [173, 413, 307, 416]
lease-entry: 172 B 2, applicant Thomas Hunter, name of company Nimrod Company, where situate Murray Creek, district Inangahua. — [10, 815, 156, 838]
divider — [815, 89, 945, 90]
